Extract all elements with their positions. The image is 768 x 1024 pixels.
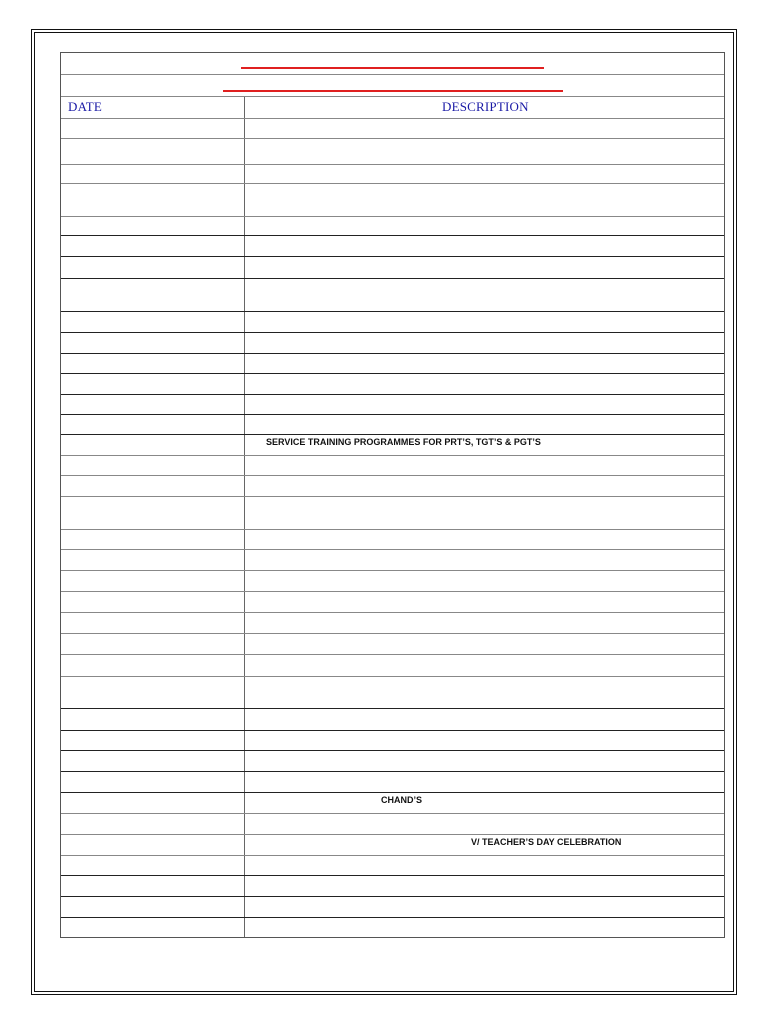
date-header-label: DATE (68, 99, 103, 114)
date-cell (61, 257, 245, 278)
description-cell (245, 677, 724, 708)
date-cell (61, 571, 245, 591)
description-cell (245, 814, 724, 834)
table-row (61, 612, 724, 633)
description-cell (245, 456, 724, 475)
table-row (61, 708, 724, 730)
table-row (61, 570, 724, 591)
description-cell (245, 709, 724, 730)
table-row (61, 591, 724, 612)
subtitle-row (61, 74, 724, 96)
description-cell (245, 772, 724, 792)
description-cell (245, 395, 724, 414)
date-cell (61, 655, 245, 676)
description-cell (245, 571, 724, 591)
date-cell (61, 165, 245, 183)
title-row (61, 53, 724, 74)
date-cell (61, 918, 245, 937)
table-row (61, 633, 724, 654)
table-row (61, 654, 724, 676)
table-row (61, 414, 724, 434)
description-cell (245, 918, 724, 937)
table-row (61, 118, 724, 138)
date-cell (61, 415, 245, 434)
description-cell (245, 279, 724, 311)
date-cell (61, 897, 245, 917)
description-cell (245, 374, 724, 394)
date-cell (61, 497, 245, 529)
table-row (61, 792, 724, 813)
date-cell (61, 592, 245, 612)
table-row (61, 771, 724, 792)
table-row (61, 373, 724, 394)
description-cell (245, 634, 724, 654)
table-row (61, 311, 724, 332)
description-cell (245, 333, 724, 353)
table-row (61, 278, 724, 311)
description-cell (245, 497, 724, 529)
table-row (61, 353, 724, 373)
description-cell (245, 550, 724, 570)
date-cell (61, 677, 245, 708)
table-row (61, 475, 724, 496)
table-row (61, 896, 724, 917)
date-cell (61, 333, 245, 353)
table-row (61, 549, 724, 570)
description-cell (245, 751, 724, 771)
description-cell (245, 217, 724, 235)
column-header-row (61, 96, 724, 118)
table-row (61, 834, 724, 855)
date-cell (61, 354, 245, 373)
date-cell (61, 751, 245, 771)
date-cell (61, 731, 245, 750)
table-row (61, 332, 724, 353)
date-cell (61, 793, 245, 813)
date-cell (61, 119, 245, 138)
description-cell (245, 835, 724, 855)
date-cell (61, 184, 245, 216)
table-row (61, 394, 724, 414)
table-row (61, 855, 724, 875)
date-cell (61, 814, 245, 834)
description-cell (245, 476, 724, 496)
date-column-header (61, 97, 245, 118)
description-cell (245, 655, 724, 676)
table-row (61, 529, 724, 549)
date-cell (61, 856, 245, 875)
table-row (61, 496, 724, 529)
table-row (61, 216, 724, 235)
training-programme-entry: SERVICE TRAINING PROGRAMMES FOR PRT’S, TGT’S & PGT’S (266, 437, 541, 447)
date-cell (61, 835, 245, 855)
description-cell (245, 876, 724, 896)
date-cell (61, 395, 245, 414)
table-row (61, 434, 724, 455)
date-cell (61, 772, 245, 792)
description-cell (245, 897, 724, 917)
description-cell (245, 592, 724, 612)
table-row (61, 676, 724, 708)
description-column-header (245, 97, 724, 118)
date-cell (61, 435, 245, 455)
date-cell (61, 279, 245, 311)
table-row (61, 138, 724, 164)
description-cell (245, 530, 724, 549)
date-cell (61, 312, 245, 332)
date-cell (61, 550, 245, 570)
date-cell (61, 236, 245, 256)
chands-entry: CHAND’S (381, 795, 423, 805)
description-cell (245, 731, 724, 750)
title-underline (241, 67, 544, 69)
date-cell (61, 876, 245, 896)
description-cell (245, 312, 724, 332)
description-cell (245, 257, 724, 278)
date-cell (61, 217, 245, 235)
table-row (61, 750, 724, 771)
calendar-table (60, 52, 725, 938)
subtitle-underline (223, 90, 563, 92)
description-cell (245, 435, 724, 455)
table-row (61, 256, 724, 278)
description-cell (245, 856, 724, 875)
date-cell (61, 634, 245, 654)
teachers-day-entry: V/ TEACHER’S DAY CELEBRATION (471, 837, 622, 847)
date-cell (61, 613, 245, 633)
description-cell (245, 165, 724, 183)
description-cell (245, 415, 724, 434)
description-cell (245, 184, 724, 216)
table-row (61, 164, 724, 183)
description-cell (245, 119, 724, 138)
table-row (61, 730, 724, 750)
table-row (61, 875, 724, 896)
table-row (61, 813, 724, 834)
description-cell (245, 354, 724, 373)
description-cell (245, 236, 724, 256)
table-row (61, 917, 724, 937)
description-cell (245, 139, 724, 164)
date-cell (61, 476, 245, 496)
description-header-label: DESCRIPTION (442, 99, 529, 114)
description-cell (245, 613, 724, 633)
description-cell (245, 793, 724, 813)
date-cell (61, 709, 245, 730)
date-cell (61, 374, 245, 394)
date-cell (61, 139, 245, 164)
table-row (61, 455, 724, 475)
date-cell (61, 530, 245, 549)
table-row (61, 183, 724, 216)
date-cell (61, 456, 245, 475)
table-row (61, 235, 724, 256)
